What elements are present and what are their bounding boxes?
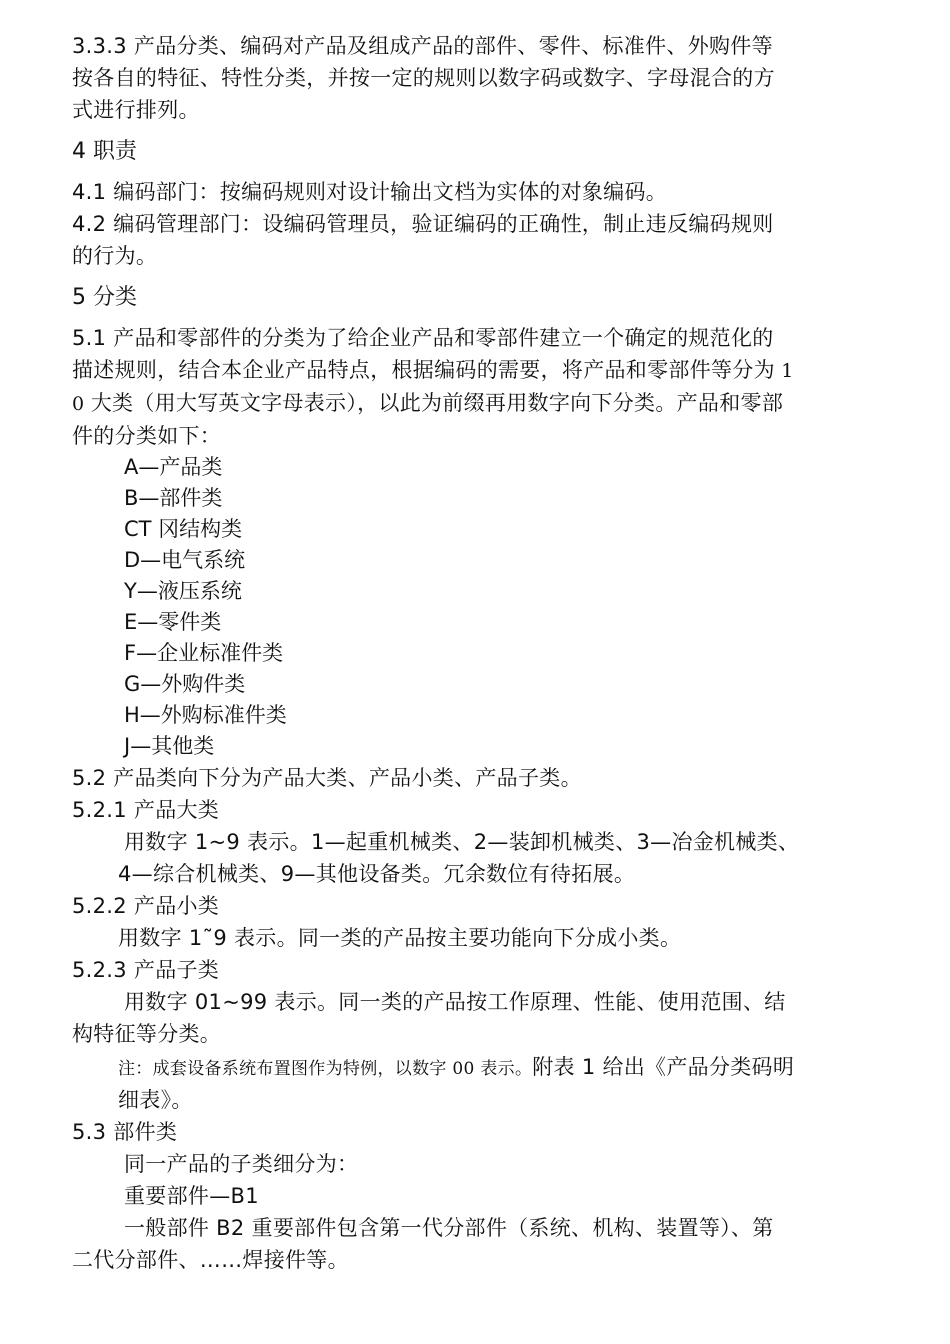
section-4-heading: 4 职责 <box>72 139 137 164</box>
note-line-2: 细表》。 <box>118 1088 193 1112</box>
section-5-2-1-heading: 5.2.1 产品大类 <box>72 798 220 822</box>
section-5-2-2-line-1: 用数字 1˜9 表示。同一类的产品按主要功能向下分成小类。 <box>118 926 682 950</box>
section-5-1-line-2-text: 描述规则，结合本企业产品特点，根据编码的需要，将产品和零部件等分为 <box>72 358 775 382</box>
section-5-3-line-1: 同一产品的子类细分为： <box>124 1152 359 1176</box>
section-5-1-number-part-1: 1 <box>774 360 794 382</box>
section-5-2: 5.2 产品类向下分为产品大类、产品小类、产品子类。 <box>72 766 582 790</box>
section-5-heading: 5 分类 <box>72 285 137 310</box>
section-5-3-heading: 5.3 部件类 <box>72 1120 178 1144</box>
category-item: J—其他类 <box>124 734 215 758</box>
section-4-2-line-2: 的行为。 <box>72 244 158 268</box>
section-3-3-3-line-3: 式进行排列。 <box>72 98 200 122</box>
section-5-2-3-line-2: 构特征等分类。 <box>72 1022 222 1046</box>
section-4-2-line-1: 4.2 编码管理部门：设编码管理员，验证编码的正确性，制止违反编码规则 <box>72 212 774 236</box>
section-4-1: 4.1 编码部门：按编码规则对设计输出文档为实体的对象编码。 <box>72 180 668 204</box>
section-5-1-line-1: 5.1 产品和零部件的分类为了给企业产品和零部件建立一个确定的规范化的 <box>72 326 774 350</box>
category-item: F—企业标准件类 <box>124 641 284 665</box>
note-small-text: 注：成套设备系统布置图作为特例，以数字 00 表示。 <box>118 1059 533 1079</box>
category-item: CT 冈结构类 <box>124 517 243 541</box>
category-item: H—外购标准件类 <box>124 703 287 727</box>
section-5-2-1-line-2: 4—综合机械类、9—其他设备类。冗余数位有待拓展。 <box>118 862 636 886</box>
section-3-3-3-line-1: 3.3.3 产品分类、编码对产品及组成产品的部件、零件、标准件、外购件等 <box>72 34 773 58</box>
category-item: E—零件类 <box>124 610 222 634</box>
category-item: G—外购件类 <box>124 672 246 696</box>
section-5-3-line-2: 重要部件—B1 <box>124 1184 259 1208</box>
category-item: A—产品类 <box>124 455 223 479</box>
section-5-1-line-2 <box>72 354 876 387</box>
section-5-1-line-3-text: 大类（用大写英文字母表示），以此为前缀再用数字向下分类。产品和零部 <box>90 391 784 415</box>
section-5-2-3-line-1: 用数字 01~99 表示。同一类的产品按工作原理、性能、使用范围、结 <box>124 990 786 1014</box>
note <box>72 1052 876 1084</box>
category-list <box>72 452 876 762</box>
section-5-2-1-line-1: 用数字 1~9 表示。1—起重机械类、2—装卸机械类、3—冶金机械类、 <box>124 830 800 854</box>
section-3-3-3-line-2: 按各自的特征、特性分类，并按一定的规则以数字码或数字、字母混合的方 <box>72 66 775 90</box>
category-item: Y—液压系统 <box>124 579 242 603</box>
note-appendix-text: 附表 1 给出《产品分类码明 <box>532 1055 795 1079</box>
section-5-3-line-3: 一般部件 B2 重要部件包含第一代分部件（系统、机构、装置等）、第 <box>124 1216 774 1240</box>
section-5-1-line-4: 件的分类如下： <box>72 424 222 448</box>
category-item: B—部件类 <box>124 486 223 510</box>
section-5-2-3-heading: 5.2.3 产品子类 <box>72 958 220 982</box>
section-5-1-number-part-2: 0 <box>72 393 91 415</box>
section-5-3-line-4: 二代分部件、……焊接件等。 <box>72 1248 349 1272</box>
section-5-2-2-heading: 5.2.2 产品小类 <box>72 894 220 918</box>
section-5-1-line-3 <box>72 387 876 420</box>
category-item: D—电气系统 <box>124 548 246 572</box>
document-page <box>72 30 876 1276</box>
